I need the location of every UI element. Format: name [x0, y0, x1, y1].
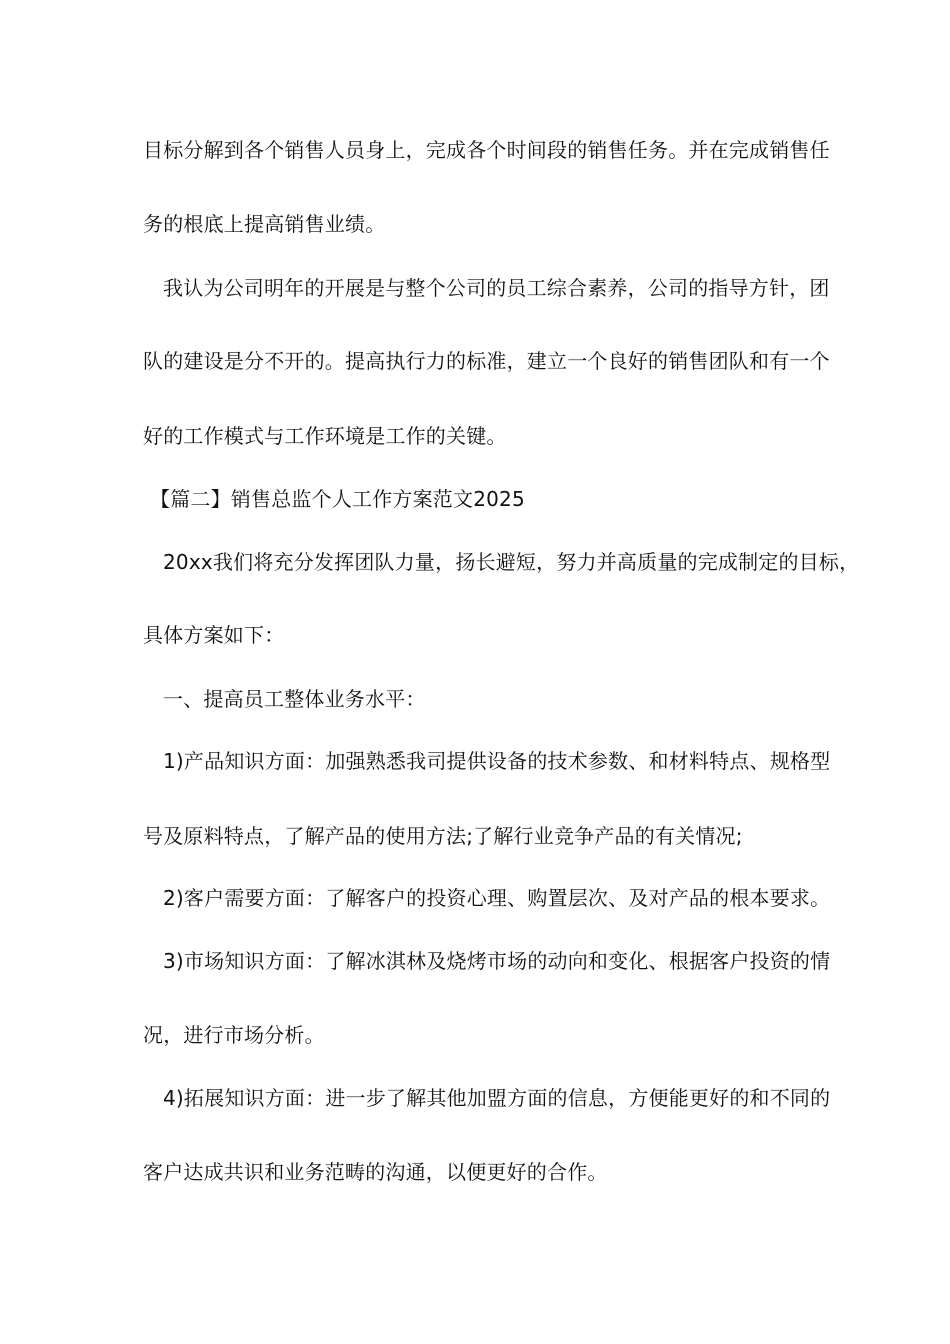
paragraph-line: 具体方案如下：	[143, 623, 285, 647]
paragraph-line: 务的根底上提高销售业绩。	[143, 212, 386, 236]
paragraph-line: 我认为公司明年的开展是与整个公司的员工综合素养，公司的指导方针，团	[163, 276, 830, 300]
list-item: 4)拓展知识方面：进一步了解其他加盟方面的信息，方便能更好的和不同的	[163, 1086, 831, 1110]
list-item-continuation: 号及原料特点，了解产品的使用方法;了解行业竞争产品的有关情况;	[143, 824, 743, 848]
list-heading: 一、提高员工整体业务水平：	[163, 687, 426, 711]
paragraph-line: 目标分解到各个销售人员身上，完成各个时间段的销售任务。并在完成销售任	[143, 138, 830, 162]
list-item: 3)市场知识方面：了解冰淇林及烧烤市场的动向和变化、根据客户投资的情	[163, 949, 831, 973]
list-item-continuation: 况，进行市场分析。	[143, 1023, 325, 1047]
section-heading: 【篇二】销售总监个人工作方案范文2025	[150, 487, 525, 511]
paragraph-line: 队的建设是分不开的。提高执行力的标准，建立一个良好的销售团队和有一个	[143, 349, 830, 373]
list-item: 1)产品知识方面：加强熟悉我司提供设备的技术参数、和材料特点、规格型	[163, 749, 831, 773]
paragraph-line: 好的工作模式与工作环境是工作的关键。	[143, 424, 507, 448]
list-item-continuation: 客户达成共识和业务范畴的沟通，以便更好的合作。	[143, 1160, 608, 1184]
list-item: 2)客户需要方面：了解客户的投资心理、购置层次、及对产品的根本要求。	[163, 886, 831, 910]
paragraph-line: 20xx我们将充分发挥团队力量，扬长避短，努力并高质量的完成制定的目标，	[163, 550, 860, 574]
